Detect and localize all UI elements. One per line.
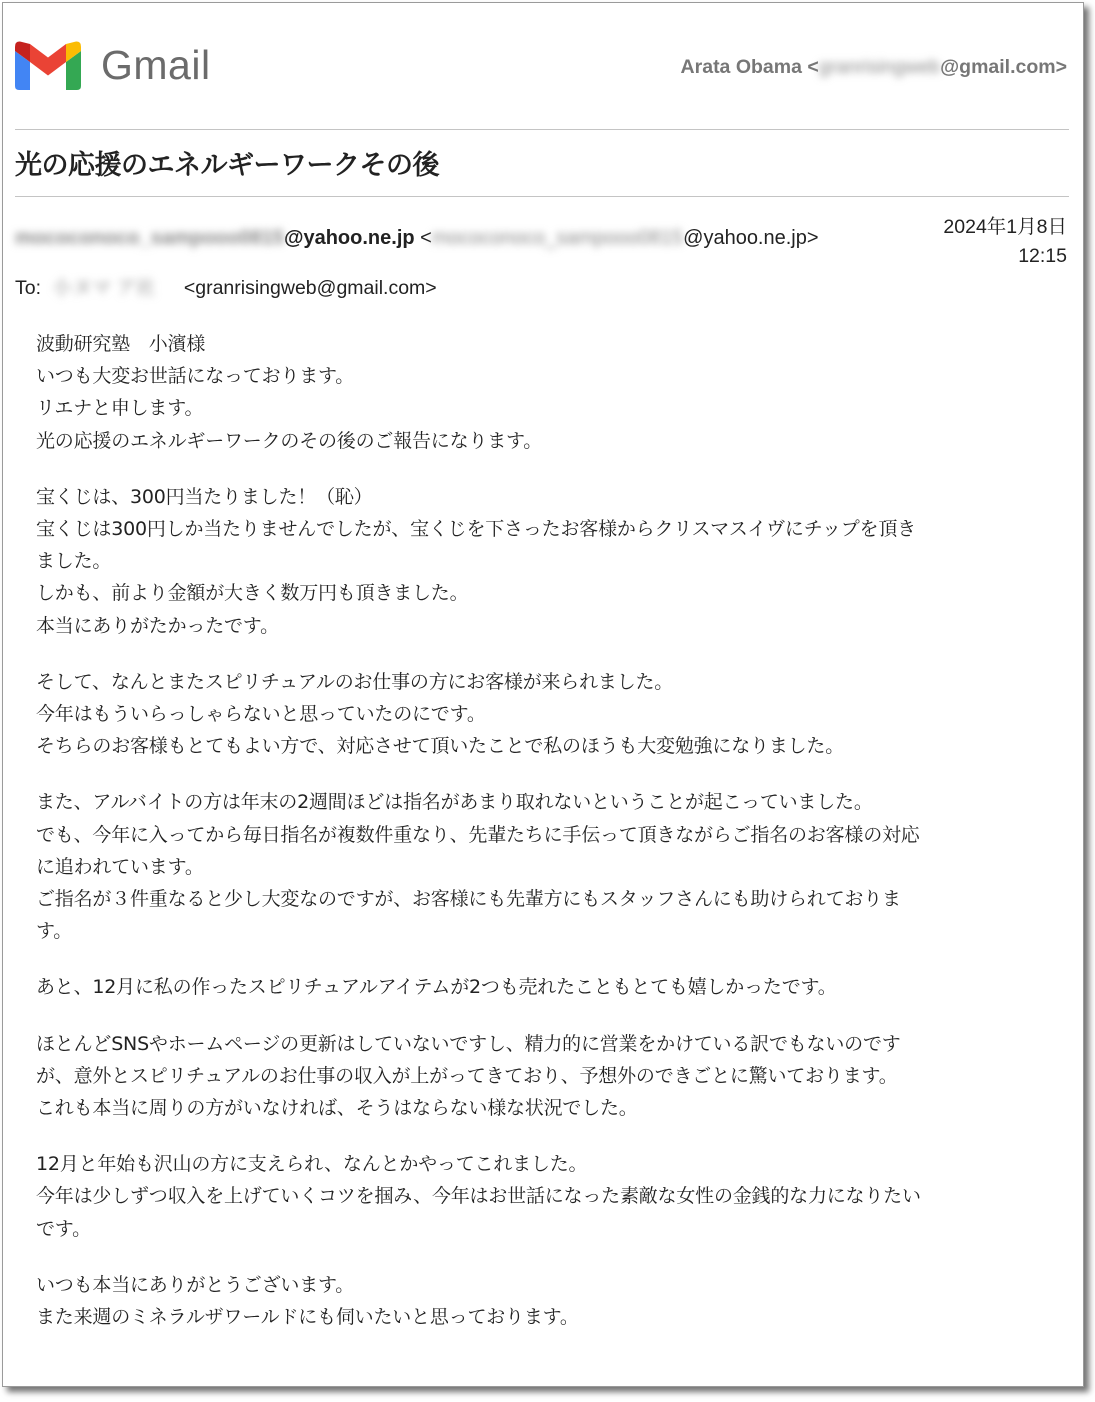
email-body <box>36 328 1051 1357</box>
sender-domain: @yahoo.ne.jp <box>283 227 415 249</box>
body-line: です。 <box>36 1217 91 1240</box>
body-line: 今年はもういらっしゃらないと思っていたのにです。 <box>36 703 486 726</box>
body-line: ほとんどSNSやホームページの更新はしていないですし、精力的に営業をかけている訳でもないのです <box>36 1032 901 1055</box>
body-line: そちらのお客様もとてもよい方で、対応させて頂いたことで私のほうも大変勉強になりました。 <box>36 735 845 758</box>
message-date: 2024年1月8日 <box>943 216 1067 238</box>
body-line: 宝くじは300円しか当たりませんでしたが、宝くじを下さったお客様からクリスマスイヴにチップを頂き <box>36 518 916 541</box>
sender-email-redacted: mococonoco_sampooo0815 <box>431 227 684 249</box>
divider <box>15 129 1069 130</box>
body-line: あと、12月に私の作ったスピリチュアルアイテムが2つも売れたこともとても嬉しかったです。 <box>36 976 837 999</box>
message-time: 12:15 <box>1018 245 1067 267</box>
gmail-m-icon <box>15 40 81 90</box>
body-paragraph <box>36 786 1051 947</box>
body-paragraph <box>36 971 1051 1003</box>
body-paragraph <box>36 1028 1051 1125</box>
print-page <box>2 2 1084 1387</box>
body-paragraph <box>36 1269 1051 1333</box>
body-line: 光の応援のエネルギーワークのその後のご報告になります。 <box>36 429 543 452</box>
gmail-logo <box>15 39 211 91</box>
message-datetime <box>943 213 1067 271</box>
body-line: 波動研究塾 小濱様 <box>36 333 206 355</box>
recipient-email: <granrisingweb@gmail.com> <box>183 277 437 299</box>
body-line: が、意外とスピリチュアルのお仕事の収入が上がってきており、予想外のできごとに驚いております。 <box>36 1064 898 1087</box>
body-line: これも本当に周りの方がいなければ、そうはならない様な状況でした。 <box>36 1097 638 1120</box>
account-email-domain: @gmail.com> <box>940 56 1067 78</box>
body-line: ご指名が３件重なると少し大変なのですが、お客様にも先輩方にもスタッフさんにも助けられておりま <box>36 888 901 911</box>
body-paragraph <box>36 481 1051 642</box>
body-line: リエナと申します。 <box>36 397 204 420</box>
body-line: いつも大変お世話になっております。 <box>36 365 355 388</box>
body-line: 本当にありがたかったです。 <box>36 614 279 637</box>
body-line: しかも、前より金額が大きく数万円も頂きました。 <box>36 582 469 605</box>
sender-name-redacted: mococonoco_sampooo0815 <box>15 227 284 249</box>
account-header <box>681 56 1067 79</box>
body-line: 12月と年始も沢山の方に支えられ、なんとかやってこれました。 <box>36 1153 588 1176</box>
recipient-name-redacted: 小ヌマ ア社 <box>52 277 156 299</box>
body-line: 宝くじは、300円当たりました！（恥） <box>36 485 373 508</box>
body-line: す。 <box>36 920 73 943</box>
body-line: また、アルバイトの方は年末の2週間ほどは指名があまり取れないということが起こっていました。 <box>36 791 873 814</box>
body-paragraph <box>36 666 1051 763</box>
body-line: でも、今年に入ってから毎日指名が複数件重なり、先輩たちに手伝って頂きながらご指名のお客様の対応 <box>36 823 920 846</box>
body-paragraph <box>36 328 1051 457</box>
body-paragraph <box>36 1148 1051 1245</box>
body-line: そして、なんとまたスピリチュアルのお仕事の方にお客様が来られました。 <box>36 670 674 693</box>
divider <box>15 196 1069 197</box>
sender-bracket: < <box>414 227 432 249</box>
sender <box>15 227 819 250</box>
account-email-redacted: granrisingweb <box>818 56 941 78</box>
gmail-logo-text: Gmail <box>101 41 211 88</box>
recipient <box>15 272 437 300</box>
body-line: いつも本当にありがとうございます。 <box>36 1273 355 1296</box>
body-line: ました。 <box>36 550 112 573</box>
to-label: To: <box>15 277 42 299</box>
account-name: Arata Obama < <box>680 56 819 78</box>
sender-email-domain: @yahoo.ne.jp> <box>683 227 819 249</box>
email-subject: 光の応援のエネルギーワークその後 <box>15 150 439 181</box>
body-line: また来週のミネラルザワールドにも伺いたいと思っております。 <box>36 1306 579 1329</box>
body-line: に追われています。 <box>36 855 204 878</box>
body-line: 今年は少しずつ収入を上げていくコツを掴み、今年はお世話になった素敵な女性の金銭的な力になりたい <box>36 1185 921 1208</box>
